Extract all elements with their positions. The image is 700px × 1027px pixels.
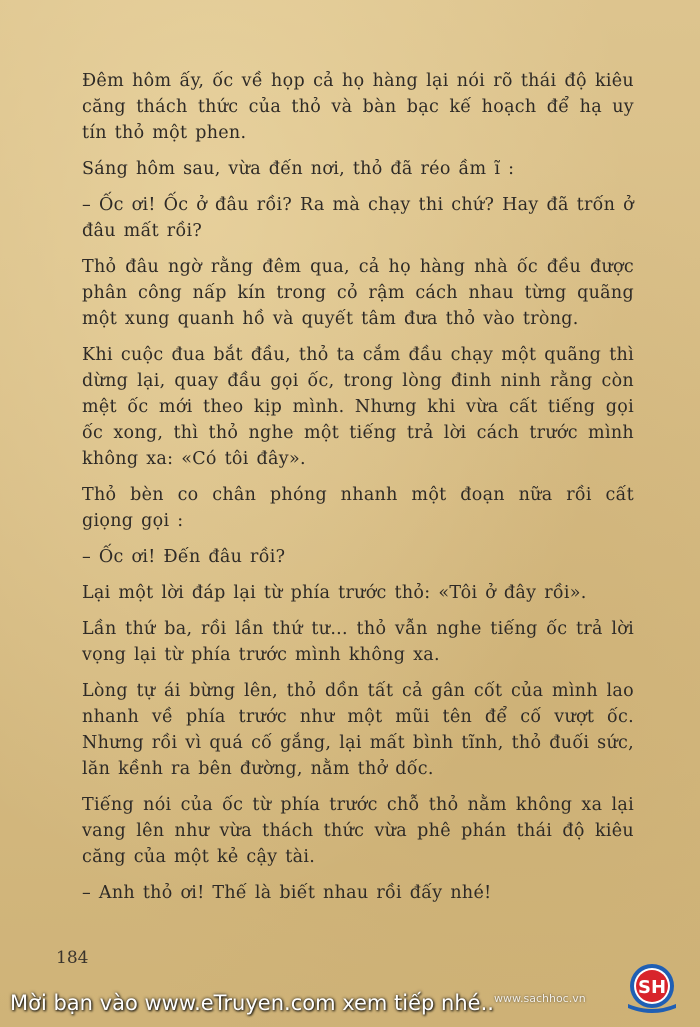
paragraph-1: Đêm hôm ấy, ốc về họp cả họ hàng lại nói rõ thái độ kiêu căng thách thức của thỏ và bàn bạc kế hoạch để hạ uy tín thỏ một phen. xyxy=(82,71,634,143)
paragraph-11: Tiếng nói của ốc từ phía trước chỗ thỏ nằm không xa lại vang lên như vừa thách thức vừa phê phán thái độ kiêu căng của một kẻ cậy tài. xyxy=(82,795,634,867)
paragraph-9: Lần thứ ba, rồi lần thứ tư... thỏ vẫn nghe tiếng ốc trả lời vọng lại từ phía trước mình không xa. xyxy=(82,619,634,665)
paragraph-4: Thỏ đâu ngờ rằng đêm qua, cả họ hàng nhà ốc đều được phân công nấp kín trong cỏ rậm cách nhau từng quãng một xung quanh hồ và quyết tâm đưa thỏ vào tròng. xyxy=(82,257,634,329)
paragraph-6: Thỏ bèn co chân phóng nhanh một đoạn nữa rồi cất giọng gọi : xyxy=(82,485,634,531)
paragraph-10: Lòng tự ái bừng lên, thỏ dồn tất cả gân cốt của mình lao nhanh về phía trước như một mũi tên để cố vượt ốc. Nhưng rồi vì quá cố gắng, lại mất bình tĩnh, thỏ đuối sức, lăn kềnh ra bên đường, nằm thở dốc. xyxy=(82,681,634,779)
paragraph-2: Sáng hôm sau, vừa đến nơi, thỏ đã réo ầm ĩ : xyxy=(82,159,515,179)
paragraph-12: – Anh thỏ ơi! Thế là biết nhau rồi đấy nhé! xyxy=(82,883,492,903)
paragraph-3: – Ốc ơi! Ốc ở đâu rồi? Ra mà chạy thi chứ? Hay đã trốn ở đâu mất rồi? xyxy=(82,195,634,241)
logo-letters: SH xyxy=(637,977,667,998)
story-text xyxy=(82,68,634,916)
watermark-url: www.sachhoc.vn xyxy=(494,992,586,1005)
page-number: 184 xyxy=(56,948,89,968)
paragraph-7: – Ốc ơi! Đến đâu rồi? xyxy=(82,547,286,567)
footer-banner-link[interactable]: Mời bạn vào www.eTruyen.com xem tiếp nhé.. xyxy=(10,991,494,1015)
paragraph-8: Lại một lời đáp lại từ phía trước thỏ: «Tôi ở đây rồi». xyxy=(82,583,587,603)
publisher-logo-icon xyxy=(622,962,682,1014)
paragraph-5: Khi cuộc đua bắt đầu, thỏ ta cắm đầu chạy một quãng thì dừng lại, quay đầu gọi ốc, trong lòng đinh ninh rằng còn mệt ốc mới theo kịp mình. Nhưng khi vừa cất tiếng gọi ốc xong, thì thỏ nghe một tiếng trả lời cách trước mình không xa: «Có tôi đây». xyxy=(82,345,634,469)
